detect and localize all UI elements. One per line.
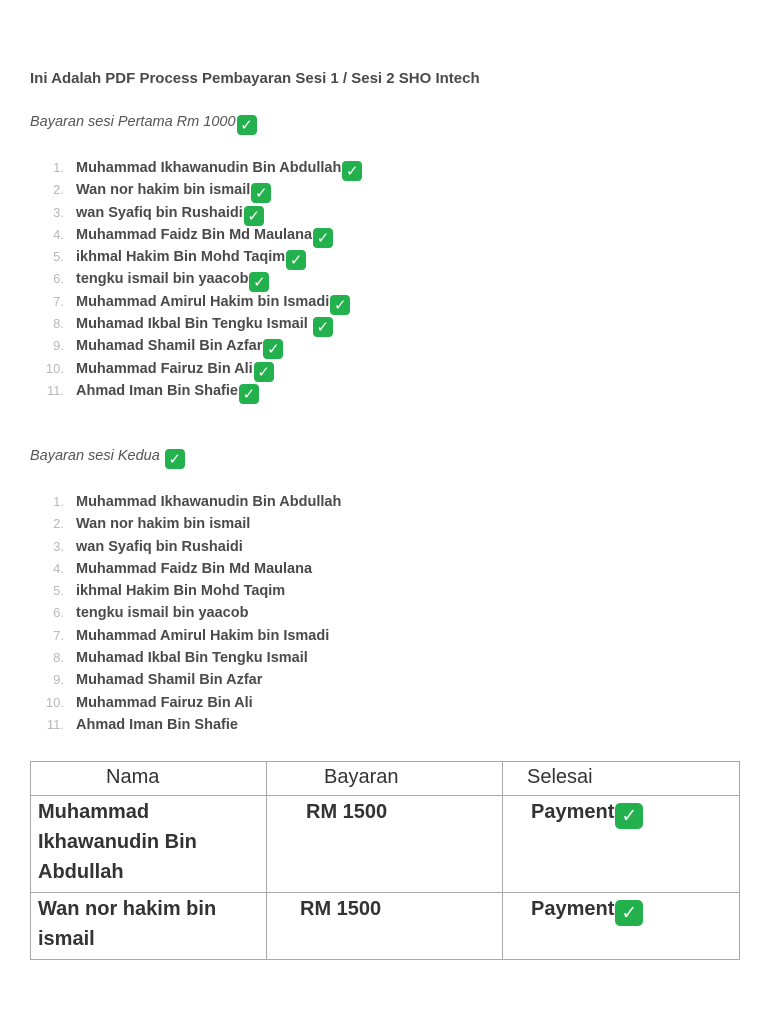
list-item-name: Muhamad Shamil Bin Azfar	[76, 672, 263, 689]
list-item-number: 11.	[46, 716, 64, 732]
list-item-name: ikhmal Hakim Bin Mohd Taqim ✓	[76, 246, 306, 270]
list-item-number: 8.	[53, 316, 64, 332]
check-icon: ✓	[165, 449, 185, 469]
list-item-number: 6.	[53, 271, 64, 287]
list-item-name: Muhammad Faidz Bin Md Maulana	[76, 560, 313, 577]
check-icon: ✓	[342, 161, 362, 181]
list-item-name: Muhammad Fairuz Bin Ali ✓	[76, 358, 274, 382]
check-icon: ✓	[286, 250, 306, 270]
list-item-name: Muhamad Ikbal Bin Tengku Ismail ✓	[76, 313, 333, 337]
table-row	[31, 796, 740, 893]
session1-heading-text: Bayaran sesi Pertama Rm 1000	[30, 114, 236, 130]
table-row	[31, 893, 740, 960]
list-item-number: 9.	[53, 338, 64, 354]
cell-amount: RM 1500	[267, 796, 503, 893]
list-item-name: Muhammad Ikhawanudin Bin Abdullah ✓	[76, 157, 362, 181]
list-item-name: tengku ismail bin yaacob ✓	[76, 268, 269, 292]
check-icon: ✓	[251, 183, 271, 203]
list-item-name: ikhmal Hakim Bin Mohd Taqim	[76, 583, 286, 600]
list-item-number: 6.	[53, 605, 64, 621]
list-item-name: wan Syafiq bin Rushaidi ✓	[76, 202, 264, 226]
check-icon: ✓	[249, 272, 269, 292]
check-icon: ✓	[330, 295, 350, 315]
list-item-name: Ahmad Iman Bin Shafie ✓	[76, 380, 259, 404]
list-item-number: 7.	[53, 627, 64, 643]
list-item-number: 2.	[53, 182, 64, 198]
check-icon: ✓	[313, 228, 333, 248]
page-title: Ini Adalah PDF Process Pembayaran Sesi 1 / Sesi 2 SHO Intech	[30, 70, 480, 87]
list-item-number: 3.	[53, 538, 64, 554]
list-item-name: Ahmad Iman Bin Shafie	[76, 716, 238, 733]
list-item-name: Muhammad Fairuz Bin Ali	[76, 694, 253, 711]
list-item-name: tengku ismail bin yaacob	[76, 605, 249, 622]
list-item-number: 8.	[53, 650, 64, 666]
check-icon: ✓	[244, 206, 264, 226]
list-item-name: Muhammad Faidz Bin Md Maulana ✓	[76, 224, 333, 248]
list-item-name: Wan nor hakim bin ismail ✓	[76, 179, 271, 203]
session2-heading	[30, 448, 185, 469]
cell-name: Wan nor hakim bin ismail	[31, 893, 267, 960]
payment-table	[30, 761, 740, 960]
list-item-number: 5.	[53, 249, 64, 265]
list-item-number: 10.	[45, 360, 64, 376]
check-icon: ✓	[615, 803, 643, 829]
list-item-name: Muhamad Ikbal Bin Tengku Ismail	[76, 650, 308, 667]
list-item-number: 3.	[53, 204, 64, 220]
list-item-name: Muhammad Ikhawanudin Bin Abdullah	[76, 494, 342, 510]
check-icon: ✓	[313, 317, 333, 337]
list-item-name: Muhammad Amirul Hakim bin Ismadi	[76, 627, 330, 644]
list-item-number: 1.	[53, 494, 64, 509]
list-item-number: 1.	[53, 160, 64, 175]
list-item-number: 11.	[46, 382, 64, 398]
check-icon: ✓	[254, 362, 274, 382]
list-item-number: 4.	[53, 560, 64, 576]
check-icon: ✓	[237, 115, 257, 135]
session1-heading	[30, 114, 257, 135]
table-header-row	[31, 762, 740, 796]
list-item-number: 4.	[53, 226, 64, 242]
cell-status: Payment ✓	[503, 893, 740, 960]
list-item-number: 10.	[45, 694, 64, 710]
list-item-name: wan Syafiq bin Rushaidi	[76, 538, 243, 555]
list-item-number: 9.	[53, 672, 64, 688]
check-icon: ✓	[615, 900, 643, 926]
cell-status: Payment ✓	[503, 796, 740, 893]
session2-heading-text: Bayaran sesi Kedua	[30, 448, 164, 464]
column-header-nama: Nama	[31, 762, 267, 796]
cell-name: Muhammad Ikhawanudin Bin Abdullah	[31, 796, 267, 893]
list-item-number: 5.	[53, 583, 64, 599]
check-icon: ✓	[263, 339, 283, 359]
check-icon: ✓	[239, 384, 259, 404]
list-item-number: 7.	[53, 293, 64, 309]
list-item-name: Muhammad Amirul Hakim bin Ismadi ✓	[76, 291, 350, 315]
list-item-number: 2.	[53, 516, 64, 532]
column-header-bayaran: Bayaran	[267, 762, 503, 796]
cell-amount: RM 1500	[267, 893, 503, 960]
column-header-selesai: Selesai	[503, 762, 740, 796]
list-item-name: Muhamad Shamil Bin Azfar ✓	[76, 335, 283, 359]
list-item-name: Wan nor hakim bin ismail	[76, 516, 251, 533]
